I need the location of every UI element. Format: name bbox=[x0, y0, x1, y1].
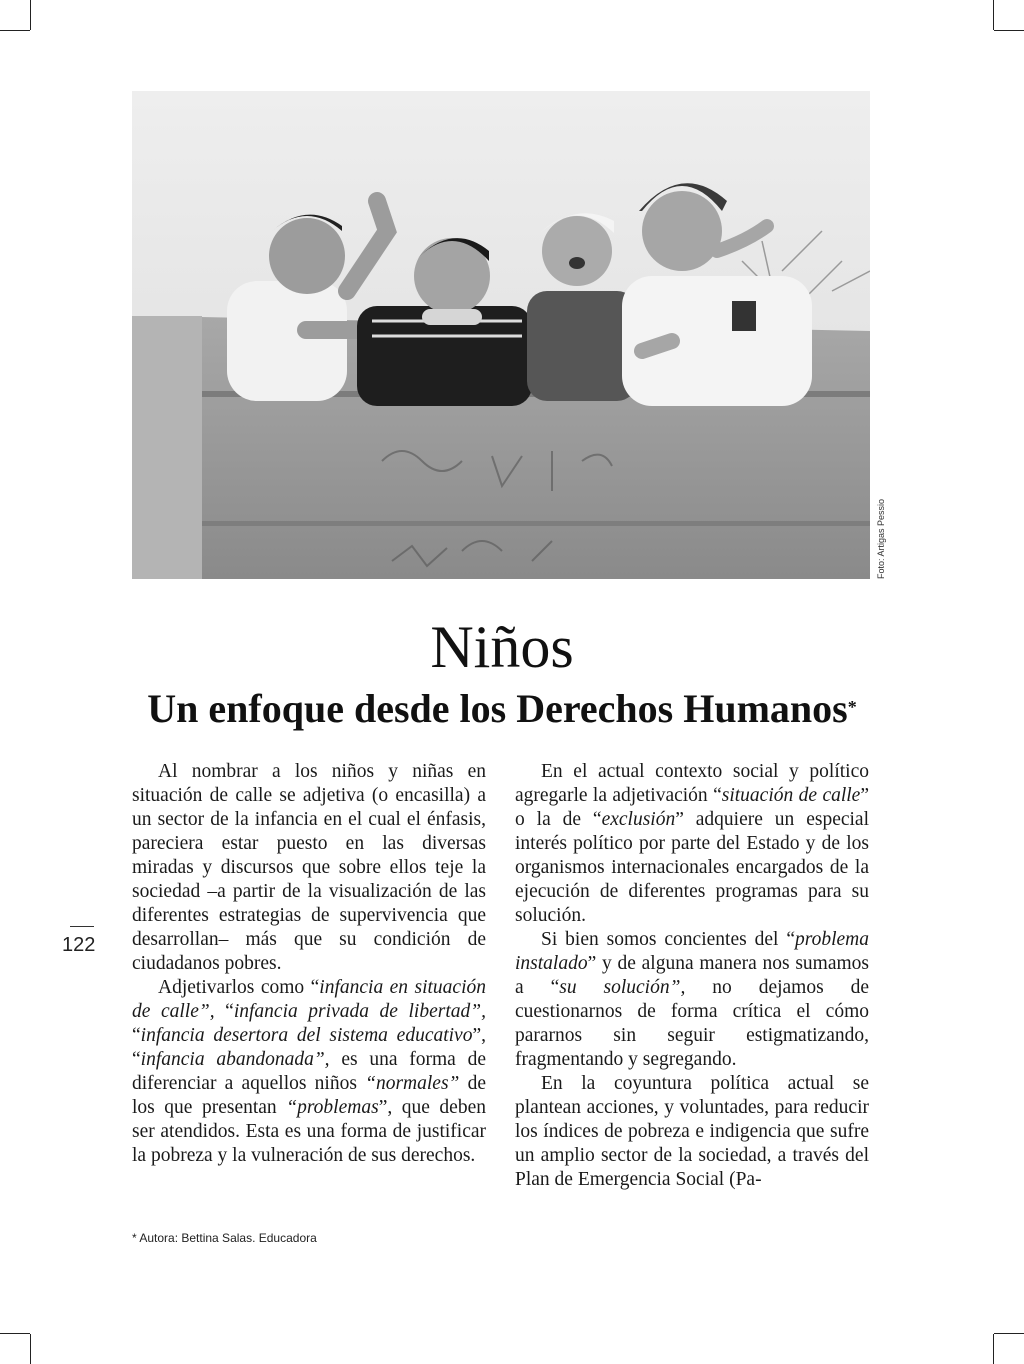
italic-run: problema instalado bbox=[515, 929, 869, 974]
page-number-rule bbox=[70, 926, 94, 927]
column-right bbox=[515, 760, 869, 1192]
crop-mark-bottom-left-v bbox=[30, 1334, 31, 1364]
crop-mark-bottom-right-v bbox=[993, 1334, 994, 1364]
paragraph bbox=[515, 760, 869, 928]
text-run: “ bbox=[214, 1001, 234, 1022]
italic-run: infancia desertora del sistema educativo bbox=[140, 1025, 473, 1046]
text-run: ” o la de “ bbox=[515, 785, 869, 830]
article-title: Niños bbox=[430, 614, 574, 680]
page-number: 122 bbox=[62, 934, 96, 956]
text-run: no dejamos de cuestionarnos de forma crítica el cómo pararnos sin seguir estigmatizando, fragmentando y segregando. bbox=[515, 977, 870, 1070]
crop-mark-bottom-left-h bbox=[0, 1333, 30, 1334]
column-left bbox=[132, 760, 486, 1168]
text-run: En el actual contexto social y político agregarle la adjetivación “ bbox=[515, 761, 869, 806]
paragraph bbox=[132, 976, 486, 1168]
italic-run: “problemas bbox=[286, 1097, 379, 1118]
paragraph: En la coyuntura política actual se plantean acciones, y voluntades, para reducir los índices de pobreza e indigencia que sufre un amplio sector de la sociedad, a través del Plan de Emergencia Social (Pa- bbox=[515, 1073, 869, 1190]
paragraph: Al nombrar a los niños y niñas en situación de calle se adjetiva (o encasilla) a un sector de la infancia en el cual el énfasis, pareciera estar puesto en las diversas miradas y discursos que sobre ellos teje la sociedad –a partir de la visualización de las diferentes estrategias de supervivencia que desarrollan– más que su condición de ciudadanos pobres. bbox=[132, 761, 486, 974]
text-run: ”, “ bbox=[132, 1025, 486, 1070]
text-run: ”, que deben ser atendidos. Esta es una forma de justificar la pobreza y la vulneración de sus derechos. bbox=[132, 1097, 486, 1166]
text-run: “ bbox=[132, 1025, 141, 1046]
crop-mark-top-right-h bbox=[994, 30, 1024, 31]
text-run: ” adquiere un especial interés político por parte del Estado y de los organismos internacionales encargados de la ejecución de diferentes programas para su solución. bbox=[515, 809, 869, 926]
italic-run: situación de calle bbox=[721, 785, 861, 806]
crop-mark-bottom-right-h bbox=[994, 1333, 1024, 1334]
crop-mark-top-left-h bbox=[0, 30, 30, 31]
text-run: es una forma de diferenciar a aquellos niños bbox=[132, 1049, 486, 1094]
italic-run: exclusión bbox=[601, 809, 676, 830]
photo-children-on-wall bbox=[132, 91, 870, 579]
text-run: ” y de alguna manera nos sumamos a “ bbox=[515, 953, 869, 998]
italic-run: su solución”, bbox=[559, 977, 686, 998]
italic-run: infancia en situación de calle”, bbox=[132, 977, 486, 1022]
crop-mark-top-left-v bbox=[30, 0, 31, 30]
photo-credit: Foto: Artigas Pessio bbox=[876, 498, 886, 579]
italic-run: “normales” bbox=[365, 1073, 460, 1094]
subtitle-text: Un enfoque desde los Derechos Humanos bbox=[147, 686, 848, 731]
italic-run: infancia abandonada”, bbox=[140, 1049, 330, 1070]
italic-run: infancia privada de libertad”, bbox=[233, 1001, 486, 1022]
footnote-marker: * bbox=[847, 697, 857, 717]
text-run: Si bien somos concientes del “ bbox=[541, 929, 795, 950]
paragraph bbox=[515, 928, 869, 1072]
article-subtitle bbox=[0, 683, 1004, 735]
footnote: * Autora: Bettina Salas. Educadora bbox=[132, 1231, 317, 1245]
text-run: Adjetivarlos como “ bbox=[158, 977, 320, 998]
crop-mark-top-right-v bbox=[993, 0, 994, 30]
text-run: de los que presentan bbox=[132, 1073, 486, 1118]
